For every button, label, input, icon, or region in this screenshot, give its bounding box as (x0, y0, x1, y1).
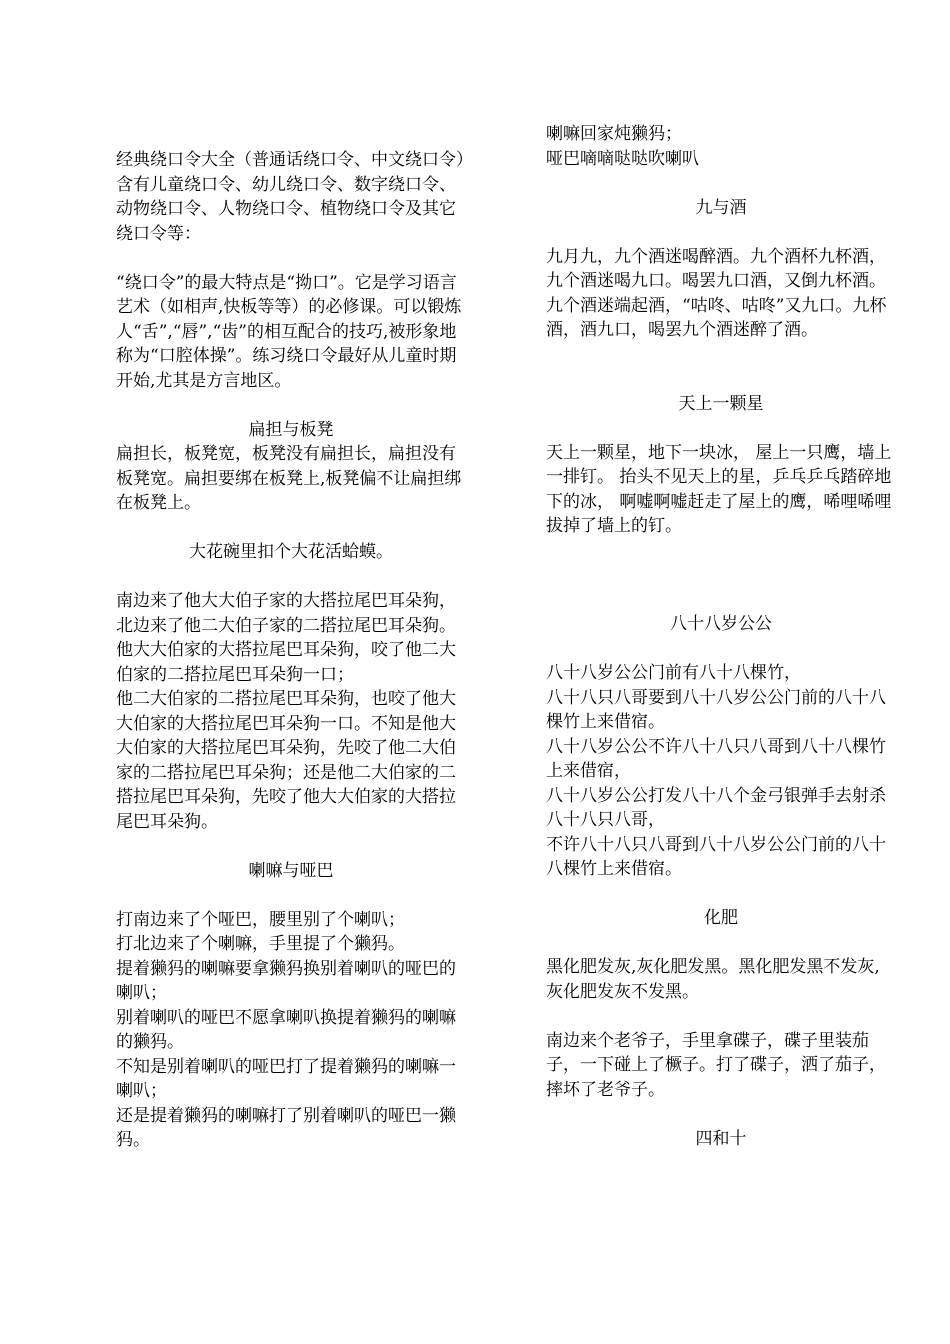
section-line: 打北边来了个喇嘛，手里提了个獭犸。 (116, 934, 405, 954)
section-title-tianshang: 天上一颗星 (678, 393, 764, 414)
section-title-huafei: 化肥 (704, 908, 738, 928)
section-line: 北边来了他二大伯子家的二搭拉尾巴耳朵狗。 (116, 615, 456, 636)
section-line: 不知是别着喇叭的哑巴打了提着獭犸的喇嘛一喇叭； (116, 1056, 456, 1101)
section-line: 喇嘛回家炖獭犸； (546, 124, 682, 144)
section-line: 八十八只八哥要到八十八岁公公门前的八十八棵竹上来借宿。 (546, 687, 886, 732)
section-line: 八十八岁公公不许八十八只八哥到八十八棵竹上来借宿， (546, 736, 886, 781)
section-line: 八十八岁公公门前有八十八棵竹， (546, 663, 801, 683)
left-column (116, 148, 466, 1153)
section-line: 他大大伯家的大搭拉尾巴耳朵狗，咬了他二大伯家的二搭拉尾巴耳朵狗一口； (116, 640, 456, 685)
section-body-laoyezi: 南边来个老爷子，手里拿碟子，碟子里装茄子，一下碰上了橛子。打了碟子，洒了茄子，摔坏了老爷子。 (546, 1030, 886, 1100)
description-paragraph: “绕口令”的最大特点是“拗口”。它是学习语言艺术（如相声,快板等等）的必修课。可以锻炼人“舌”,“唇”,“齿”的相互配合的技巧,被形象地称为“口腔体操”。练习绕口令最好从儿童时期开始,尤其是方言地区。 (116, 272, 462, 391)
section-body-huafei: 黑化肥发灰,灰化肥发黑。黑化肥发黑不发灰,灰化肥发灰不发黑。 (546, 957, 880, 1002)
section-line: 打南边来了个哑巴，腰里别了个喇叭； (116, 909, 405, 930)
right-column (546, 122, 896, 1151)
section-line: 别着喇叭的哑巴不愿拿喇叭换提着獭犸的喇嘛的獭犸。 (116, 1007, 456, 1052)
section-title-sihesi: 四和十 (695, 1128, 747, 1149)
section-body-tianshang: 天上一颗星，地下一块冰， 屋上一只鹰，墙上一排钉。 抬头不见天上的星，乒乓乒乓踏碎地下的冰， 啊嘘啊嘘赶走了屋上的鹰，唏哩唏哩拔掉了墙上的钉。 (546, 442, 892, 536)
section-line: 提着獭犸的喇嘛要拿獭犸换别着喇叭的哑巴的喇叭； (116, 958, 456, 1003)
section-line: 八十八岁公公打发八十八个金弓银弹手去射杀八十八只八哥， (546, 785, 886, 830)
section-title-lama: 喇嘛与哑巴 (248, 860, 334, 881)
section-title-bashiba: 八十八岁公公 (670, 614, 772, 634)
section-title-dahuawan: 大花碗里扣个大花活蛤蟆。 (189, 542, 393, 562)
section-title-jiuyujiu: 九与酒 (695, 197, 747, 218)
section-line: 南边来了他大大伯子家的大搭拉尾巴耳朵狗， (116, 591, 456, 611)
section-line: 还是提着獭犸的喇嘛打了别着喇叭的哑巴一獭犸。 (116, 1105, 456, 1150)
section-body-jiuyujiu: 九月九，九个酒迷喝醉酒。九个酒杯九杯酒，九个酒迷喝九口。喝罢九口酒，又倒九杯酒。九个酒迷端起酒，“咕咚、咕咚”又九口。九杯酒，酒九口，喝罢九个酒迷醉了酒。 (546, 246, 887, 340)
section-line: 不许八十八只八哥到八十八岁公公门前的八十八棵竹上来借宿。 (546, 834, 886, 879)
section-body-biandan: 扁担长，板凳宽，板凳没有扁担长，扁担没有板凳宽。扁担要绑在板凳上,板凳偏不让扁担绑在板凳上。 (116, 444, 462, 513)
section-line: 哑巴嘀嘀哒哒吹喇叭 (546, 148, 699, 169)
section-line: 他二大伯家的二搭拉尾巴耳朵狗，也咬了他大大伯家的大搭拉尾巴耳朵狗一口。不知是他大大伯家的大搭拉尾巴耳朵狗，先咬了他二大伯家的二搭拉尾巴耳朵狗；还是他二大伯家的二搭拉尾巴耳朵狗，先咬了他大大伯家的大搭拉尾巴耳朵狗。 (116, 689, 456, 832)
intro-paragraph: 经典绕口令大全（普通话绕口令、中文绕口令）含有儿童绕口令、幼儿绕口令、数字绕口令、动物绕口令、人物绕口令、植物绕口令及其它绕口令等： (116, 150, 465, 244)
section-title-biandan: 扁担与板凳 (248, 419, 334, 440)
